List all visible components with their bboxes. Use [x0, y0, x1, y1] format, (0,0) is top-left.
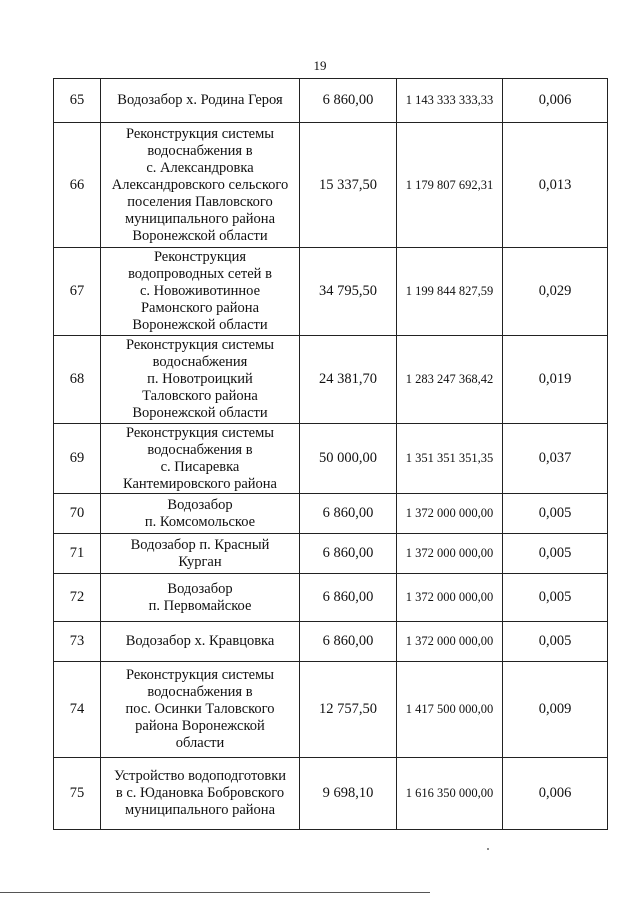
cost-value: 6 860,00: [300, 574, 397, 622]
ratio-value: 0,006: [503, 79, 608, 123]
page-number: 19: [313, 58, 327, 73]
sum-value: 1 143 333 333,33: [397, 79, 503, 123]
object-name-line: Водозабор: [167, 496, 233, 513]
object-name-line: водоснабжения: [152, 354, 248, 370]
object-name-line: Водозабор х. Кравцовка: [125, 633, 275, 649]
page-mark: [487, 848, 489, 850]
table-row: [54, 622, 608, 662]
table-row: [54, 123, 608, 248]
object-name-line: Воронежской области: [132, 227, 268, 244]
row-number: 70: [54, 494, 101, 534]
object-name: [101, 336, 300, 424]
cost-value: 50 000,00: [300, 424, 397, 494]
object-name-line: с. Новоживотинное: [139, 283, 261, 299]
object-name: [101, 622, 300, 662]
table-row: [54, 248, 608, 336]
ratio-value: 0,019: [503, 336, 608, 424]
object-name-line: с. Писаревка: [160, 458, 240, 475]
table-row: [54, 662, 608, 758]
object-name-line: муниципального района: [125, 802, 275, 818]
cost-value: 6 860,00: [300, 494, 397, 534]
cost-value: 6 860,00: [300, 622, 397, 662]
row-number: 72: [54, 574, 101, 622]
object-name-line: района Воронежской: [135, 718, 265, 734]
cost-value: 24 381,70: [300, 336, 397, 424]
object-name-line: водопроводных сетей в: [128, 266, 272, 282]
ratio-value: 0,037: [503, 424, 608, 494]
cost-value: 6 860,00: [300, 534, 397, 574]
object-name-line: Воронежской области: [132, 405, 268, 421]
ratio-value: 0,005: [503, 494, 608, 534]
ratio-value: 0,005: [503, 534, 608, 574]
object-name-line: водоснабжения в: [147, 684, 253, 700]
object-name-line: водоснабжения в: [147, 441, 253, 458]
ratio-value: 0,006: [503, 758, 608, 830]
object-name-line: Устройство водоподготовки: [114, 768, 286, 784]
object-name-line: с. Александровка: [146, 159, 254, 176]
sum-value: 1 351 351 351,35: [397, 424, 503, 494]
sum-value: 1 372 000 000,00: [397, 574, 503, 622]
object-name: [101, 574, 300, 622]
ratio-value: 0,005: [503, 574, 608, 622]
object-name: [101, 494, 300, 534]
sum-value: 1 372 000 000,00: [397, 494, 503, 534]
object-name-line: п. Первомайское: [148, 597, 252, 614]
object-name-line: Реконструкция системы: [125, 667, 275, 683]
object-name-line: водоснабжения в: [147, 142, 253, 159]
row-number: 69: [54, 424, 101, 494]
table-row: [54, 534, 608, 574]
object-name-line: области: [175, 735, 225, 751]
sum-value: 1 179 807 692,31: [397, 123, 503, 248]
row-number: 67: [54, 248, 101, 336]
object-name-line: п. Новотроицкий: [147, 371, 253, 387]
object-name-line: Реконструкция системы: [125, 337, 275, 353]
row-number: 68: [54, 336, 101, 424]
cost-value: 6 860,00: [300, 79, 397, 123]
row-number: 75: [54, 758, 101, 830]
table-row: [54, 336, 608, 424]
object-name: [101, 758, 300, 830]
object-name-line: Кантемировского района: [123, 475, 277, 492]
object-name-line: Реконструкция: [153, 249, 247, 265]
sum-value: 1 372 000 000,00: [397, 534, 503, 574]
table-row: [54, 574, 608, 622]
cost-value: 34 795,50: [300, 248, 397, 336]
object-name: [101, 662, 300, 758]
ratio-value: 0,029: [503, 248, 608, 336]
row-number: 71: [54, 534, 101, 574]
object-name-line: Водозабор: [167, 580, 233, 597]
sum-value: 1 283 247 368,42: [397, 336, 503, 424]
object-name-line: Реконструкция системы: [125, 125, 275, 142]
cost-value: 9 698,10: [300, 758, 397, 830]
object-name-line: пос. Осинки Таловского: [125, 701, 275, 717]
ratio-value: 0,009: [503, 662, 608, 758]
object-name-line: Водозабор п. Красный: [130, 536, 270, 553]
sum-value: 1 417 500 000,00: [397, 662, 503, 758]
object-name-line: Таловского района: [142, 388, 258, 404]
object-name-line: Воронежской области: [132, 317, 268, 333]
bottom-rule: [0, 892, 430, 893]
object-name-line: в с. Юдановка Бобровского: [115, 785, 285, 801]
ratio-value: 0,005: [503, 622, 608, 662]
object-name: [101, 534, 300, 574]
object-name: [101, 424, 300, 494]
table-row: [54, 494, 608, 534]
object-name-line: муниципального района: [125, 210, 275, 227]
object-name-line: Водозабор х. Родина Героя: [117, 92, 283, 108]
object-name: [101, 248, 300, 336]
object-name: [101, 123, 300, 248]
object-name-line: Рамонского района: [140, 300, 260, 316]
sum-value: 1 616 350 000,00: [397, 758, 503, 830]
object-name-line: Курган: [178, 553, 222, 570]
object-name-line: Реконструкция системы: [125, 424, 275, 441]
table-row: [54, 79, 608, 123]
cost-value: 12 757,50: [300, 662, 397, 758]
row-number: 65: [54, 79, 101, 123]
cost-value: 15 337,50: [300, 123, 397, 248]
sum-value: 1 199 844 827,59: [397, 248, 503, 336]
table-row: [54, 424, 608, 494]
object-name: [101, 79, 300, 123]
table-row: [54, 758, 608, 830]
row-number: 66: [54, 123, 101, 248]
object-name-line: п. Комсомольское: [144, 513, 256, 530]
row-number: 74: [54, 662, 101, 758]
data-table: [53, 78, 608, 830]
object-name-line: поселения Павловского: [127, 193, 273, 210]
object-name-line: Александровского сельского: [111, 176, 289, 193]
ratio-value: 0,013: [503, 123, 608, 248]
sum-value: 1 372 000 000,00: [397, 622, 503, 662]
row-number: 73: [54, 622, 101, 662]
